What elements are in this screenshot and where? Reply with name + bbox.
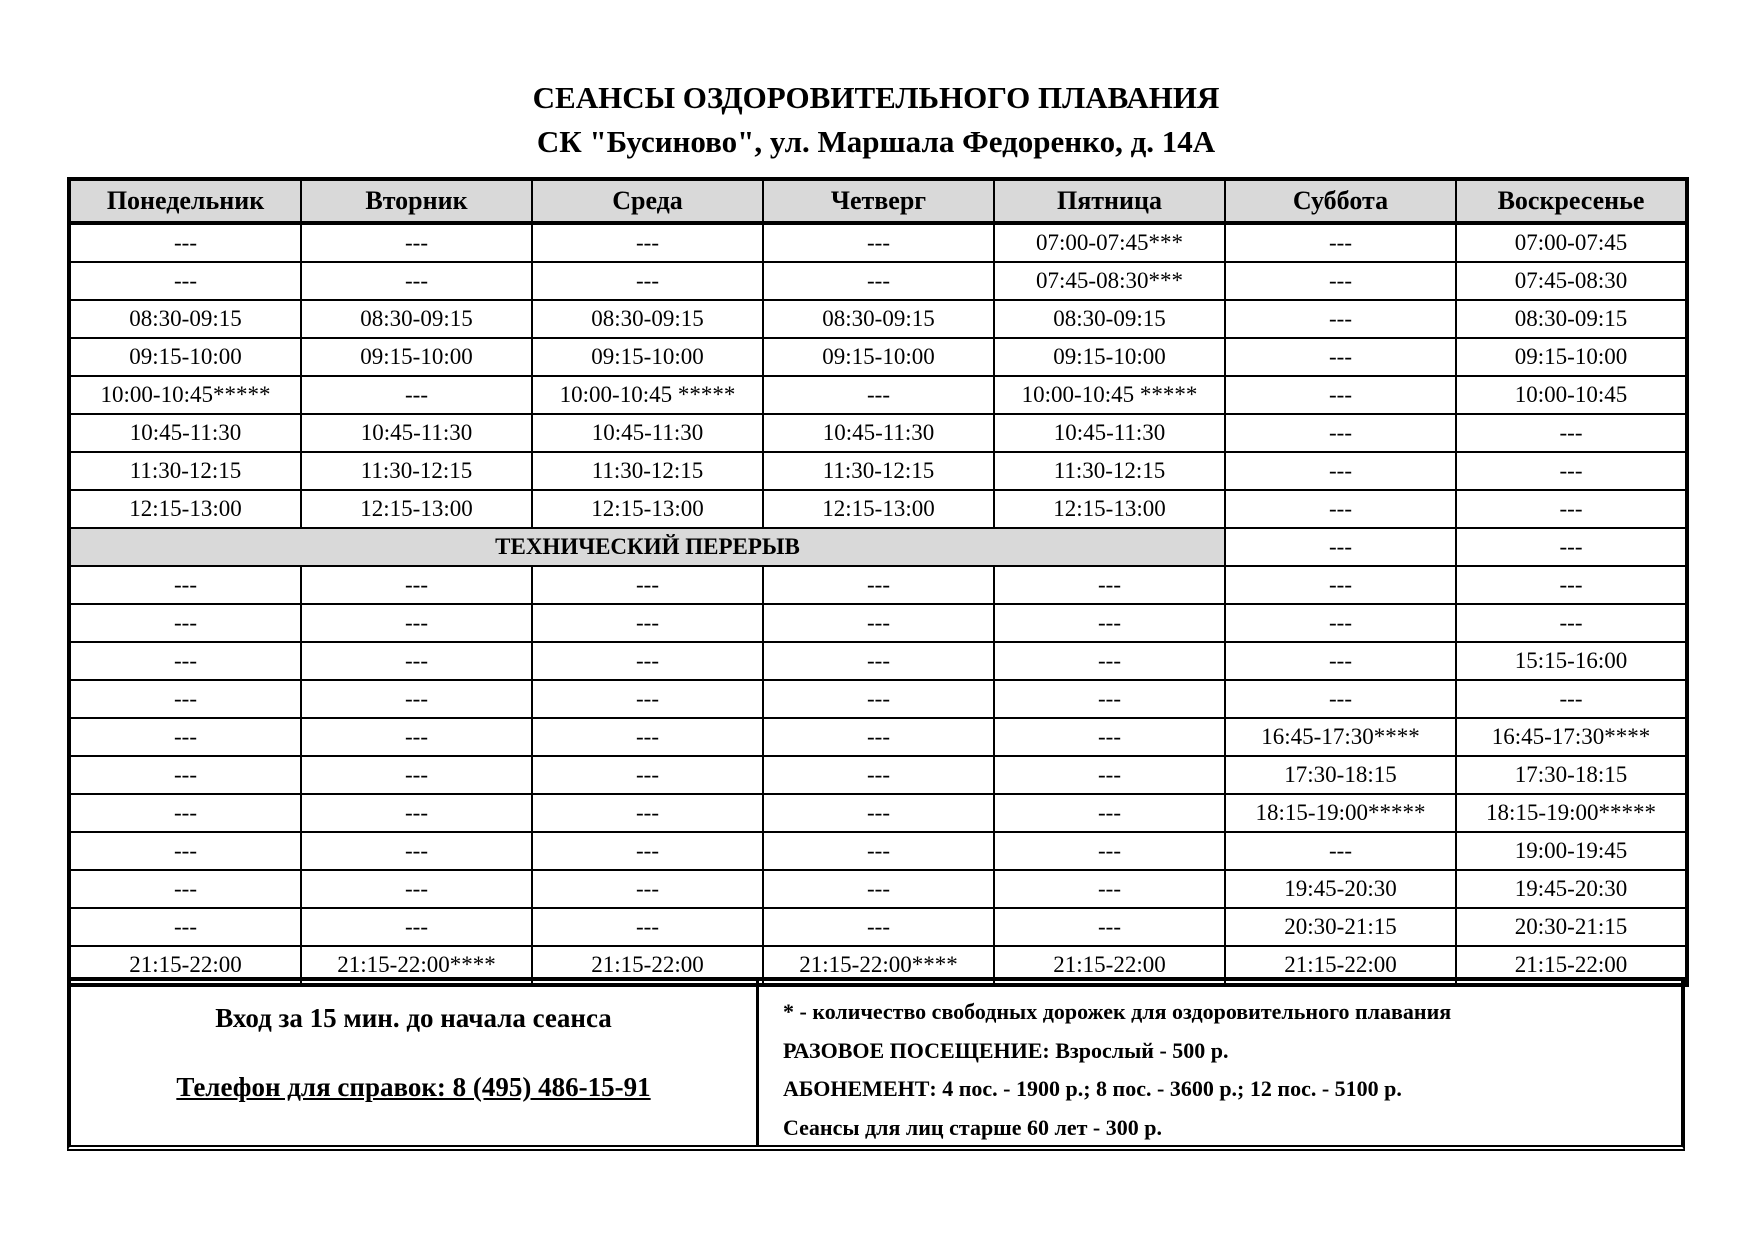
table-row (69, 604, 1687, 642)
session-cell: --- (69, 680, 301, 718)
session-cell: --- (763, 870, 994, 908)
session-cell: --- (1225, 338, 1456, 376)
session-cell: 09:15-10:00 (763, 338, 994, 376)
table-row (69, 680, 1687, 718)
day-header: Четверг (763, 179, 994, 223)
session-cell: 16:45-17:30**** (1225, 718, 1456, 756)
session-cell: --- (1225, 832, 1456, 870)
session-cell: --- (1225, 414, 1456, 452)
session-cell: 09:15-10:00 (532, 338, 763, 376)
session-cell: --- (994, 794, 1225, 832)
table-row (69, 223, 1687, 262)
session-cell: 17:30-18:15 (1225, 756, 1456, 794)
table-row (69, 566, 1687, 604)
table-row (69, 794, 1687, 832)
day-header: Вторник (301, 179, 532, 223)
session-cell: --- (763, 223, 994, 262)
session-cell: 21:15-22:00 (994, 946, 1225, 985)
table-row (69, 338, 1687, 376)
note-subscription: АБОНЕМЕНТ: 4 пос. - 1900 р.; 8 пос. - 3600 р.; 12 пос. - 5100 р. (783, 1076, 1402, 1101)
table-row (69, 262, 1687, 300)
session-cell: --- (301, 642, 532, 680)
session-cell: --- (532, 870, 763, 908)
session-cell: --- (763, 908, 994, 946)
session-cell: --- (69, 566, 301, 604)
session-cell: --- (994, 718, 1225, 756)
footer-notes (759, 981, 1681, 1145)
session-cell: 10:45-11:30 (301, 414, 532, 452)
session-cell: 21:15-22:00**** (763, 946, 994, 985)
session-cell: 21:15-22:00 (1456, 946, 1687, 985)
table-row (69, 452, 1687, 490)
session-cell: 08:30-09:15 (1456, 300, 1687, 338)
session-cell: 11:30-12:15 (69, 452, 301, 490)
session-cell: --- (301, 680, 532, 718)
session-cell: --- (301, 908, 532, 946)
day-header: Понедельник (69, 179, 301, 223)
session-cell: --- (994, 832, 1225, 870)
session-cell: --- (763, 832, 994, 870)
session-cell: 20:30-21:15 (1225, 908, 1456, 946)
session-cell: 09:15-10:00 (994, 338, 1225, 376)
session-cell: --- (532, 718, 763, 756)
day-header: Пятница (994, 179, 1225, 223)
session-cell: 10:00-10:45 (1456, 376, 1687, 414)
session-cell: --- (301, 756, 532, 794)
session-cell: 10:45-11:30 (994, 414, 1225, 452)
page-subtitle: СК "Бусиново", ул. Маршала Федоренко, д. 14А (536, 124, 1216, 159)
day-header: Воскресенье (1456, 179, 1687, 223)
table-row (69, 832, 1687, 870)
session-cell: 09:15-10:00 (301, 338, 532, 376)
session-cell: --- (1225, 376, 1456, 414)
table-row (69, 300, 1687, 338)
table-row (69, 908, 1687, 946)
note-single-visit: РАЗОВОЕ ПОСЕЩЕНИЕ: Взрослый - 500 р. (783, 1037, 1229, 1063)
session-cell: --- (69, 223, 301, 262)
session-cell: 10:00-10:45 ***** (994, 376, 1225, 414)
session-cell: --- (532, 566, 763, 604)
table-row (69, 870, 1687, 908)
day-header: Среда (532, 179, 763, 223)
schedule-table (67, 177, 1689, 987)
session-cell: --- (994, 756, 1225, 794)
session-cell: --- (532, 794, 763, 832)
session-cell: --- (1225, 490, 1456, 528)
break-row (69, 528, 1687, 566)
session-cell: 12:15-13:00 (301, 490, 532, 528)
session-cell: --- (532, 642, 763, 680)
session-cell: --- (1225, 566, 1456, 604)
session-cell: 09:15-10:00 (1456, 338, 1687, 376)
session-cell: 19:45-20:30 (1225, 870, 1456, 908)
session-cell: 19:45-20:30 (1456, 870, 1687, 908)
session-cell: --- (1456, 528, 1687, 566)
session-cell: --- (301, 870, 532, 908)
session-cell: --- (532, 680, 763, 718)
session-cell: --- (1225, 528, 1456, 566)
session-cell: 11:30-12:15 (994, 452, 1225, 490)
day-header: Суббота (1225, 179, 1456, 223)
session-cell: --- (69, 870, 301, 908)
page-title: СЕАНСЫ ОЗДОРОВИТЕЛЬНОГО ПЛАВАНИЯ (532, 80, 1220, 115)
session-cell: --- (994, 680, 1225, 718)
session-cell: --- (763, 680, 994, 718)
table-row (69, 490, 1687, 528)
session-cell: --- (1456, 490, 1687, 528)
footer-box (67, 977, 1685, 1151)
session-cell: 07:45-08:30*** (994, 262, 1225, 300)
session-cell: --- (69, 262, 301, 300)
session-cell: --- (1225, 300, 1456, 338)
session-cell: --- (1225, 604, 1456, 642)
session-cell: 15:15-16:00 (1456, 642, 1687, 680)
session-cell: --- (763, 794, 994, 832)
session-cell: --- (301, 376, 532, 414)
session-cell: 09:15-10:00 (69, 338, 301, 376)
session-cell: --- (69, 908, 301, 946)
session-cell: --- (301, 718, 532, 756)
session-cell: --- (69, 756, 301, 794)
session-cell: 21:15-22:00 (1225, 946, 1456, 985)
session-cell: --- (994, 870, 1225, 908)
session-cell: --- (69, 604, 301, 642)
session-cell: 21:15-22:00 (532, 946, 763, 985)
session-cell: --- (532, 262, 763, 300)
session-cell: 08:30-09:15 (69, 300, 301, 338)
session-cell: --- (1456, 452, 1687, 490)
session-cell: 08:30-09:15 (994, 300, 1225, 338)
session-cell: 11:30-12:15 (763, 452, 994, 490)
session-cell: 07:00-07:45 (1456, 223, 1687, 262)
session-cell: 21:15-22:00**** (301, 946, 532, 985)
session-cell: --- (301, 223, 532, 262)
note-seniors: Сеансы для лиц старше 60 лет - 300 р. (783, 1114, 1162, 1140)
session-cell: 12:15-13:00 (69, 490, 301, 528)
entry-note: Вход за 15 мин. до начала сеанса (215, 1003, 612, 1033)
session-cell: --- (1456, 604, 1687, 642)
session-cell: 10:00-10:45 ***** (532, 376, 763, 414)
session-cell: --- (994, 908, 1225, 946)
session-cell: 18:15-19:00***** (1225, 794, 1456, 832)
break-label: ТЕХНИЧЕСКИЙ ПЕРЕРЫВ (69, 528, 1225, 566)
session-cell: --- (763, 604, 994, 642)
session-cell: 12:15-13:00 (994, 490, 1225, 528)
session-cell: --- (763, 376, 994, 414)
session-cell: --- (1225, 223, 1456, 262)
session-cell: 08:30-09:15 (301, 300, 532, 338)
footer-left (71, 981, 759, 1145)
session-cell: --- (763, 718, 994, 756)
session-cell: 11:30-12:15 (301, 452, 532, 490)
session-cell: --- (301, 832, 532, 870)
session-cell: 11:30-12:15 (532, 452, 763, 490)
session-cell: 19:00-19:45 (1456, 832, 1687, 870)
session-cell: --- (532, 832, 763, 870)
session-cell: --- (532, 908, 763, 946)
session-cell: --- (763, 262, 994, 300)
session-cell: --- (1456, 414, 1687, 452)
session-cell: 10:45-11:30 (763, 414, 994, 452)
session-cell: --- (69, 642, 301, 680)
session-cell: 10:45-11:30 (532, 414, 763, 452)
session-cell: 17:30-18:15 (1456, 756, 1687, 794)
session-cell: --- (994, 642, 1225, 680)
session-cell: --- (69, 832, 301, 870)
session-cell: --- (301, 262, 532, 300)
session-cell: 10:45-11:30 (69, 414, 301, 452)
session-cell: --- (1225, 452, 1456, 490)
session-cell: --- (763, 756, 994, 794)
session-cell: --- (69, 794, 301, 832)
session-cell: --- (763, 566, 994, 604)
header-row (69, 179, 1687, 223)
session-cell: 10:00-10:45***** (69, 376, 301, 414)
session-cell: 08:30-09:15 (763, 300, 994, 338)
session-cell: --- (763, 642, 994, 680)
session-cell: 20:30-21:15 (1456, 908, 1687, 946)
table-row (69, 718, 1687, 756)
session-cell: --- (1456, 566, 1687, 604)
session-cell: 07:45-08:30 (1456, 262, 1687, 300)
session-cell: 12:15-13:00 (763, 490, 994, 528)
session-cell: --- (994, 604, 1225, 642)
session-cell: 21:15-22:00 (69, 946, 301, 985)
session-cell: --- (1225, 642, 1456, 680)
session-cell: --- (1456, 680, 1687, 718)
session-cell: --- (1225, 262, 1456, 300)
session-cell: 16:45-17:30**** (1456, 718, 1687, 756)
session-cell: --- (301, 604, 532, 642)
note-lanes: * - количество свободных дорожек для оздоровительного плавания (783, 999, 1452, 1024)
session-cell: --- (532, 223, 763, 262)
phone-info: Телефон для справок: 8 (495) 486-15-91 (176, 1072, 651, 1102)
table-row (69, 756, 1687, 794)
session-cell: 12:15-13:00 (532, 490, 763, 528)
session-cell: --- (69, 718, 301, 756)
session-cell: --- (301, 566, 532, 604)
session-cell: --- (1225, 680, 1456, 718)
session-cell: --- (532, 604, 763, 642)
session-cell: 07:00-07:45*** (994, 223, 1225, 262)
session-cell: --- (994, 566, 1225, 604)
session-cell: --- (301, 794, 532, 832)
table-row (69, 414, 1687, 452)
session-cell: 08:30-09:15 (532, 300, 763, 338)
session-cell: --- (532, 756, 763, 794)
table-row (69, 642, 1687, 680)
table-row (69, 376, 1687, 414)
session-cell: 18:15-19:00***** (1456, 794, 1687, 832)
